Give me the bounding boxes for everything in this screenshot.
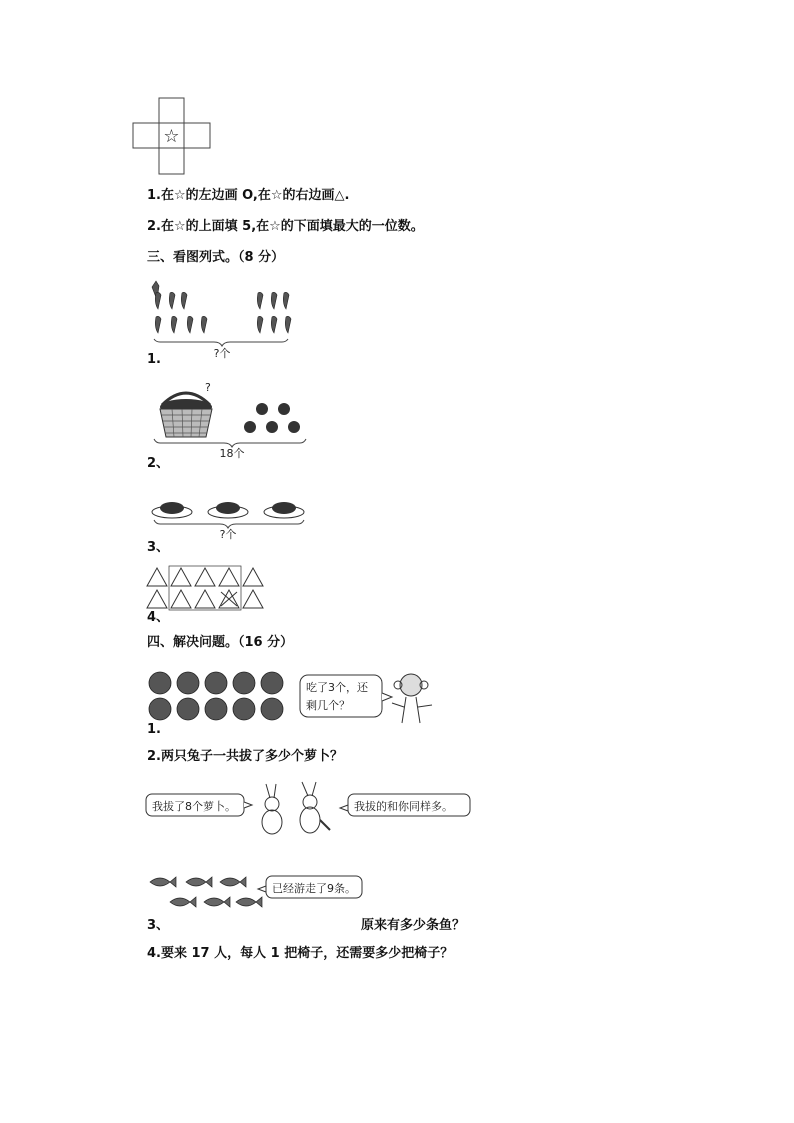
rabbits-figure [144,780,474,838]
rabbit-left-bubble: 我拔了8个萝卜。 [152,800,236,813]
part2-question-2: 2.在☆的上面填 5,在☆的下面填最大的一位数。 [147,219,424,234]
section4-question-3: 原来有多少条鱼？ [361,918,466,933]
section3-title: 三、看图列式。（8 分） [147,250,285,265]
fish-bubble: 已经游走了9条。 [272,882,356,895]
rabbit-right-bubble: 我拔的和你同样多。 [354,800,453,813]
monkey-bubble-line1: 吃了3个，还 [306,681,368,694]
fish-figure [146,872,366,914]
carrots-figure [152,287,292,359]
section3-item3-number: 3、 [147,540,170,555]
section4-item1-number: 1. [147,722,161,737]
star-icon: ☆ [163,126,180,147]
section4-question-2: 2.两只兔子一共拔了多少个萝卜？ [147,749,343,764]
section3-item2-number: 2、 [147,456,170,471]
rabbit-right-icon [300,782,330,833]
monkey-icon [392,674,432,723]
triangles-figure [145,566,265,612]
section3-item4-number: 4、 [147,610,170,625]
cross-net-figure [133,98,213,176]
carrots-caption: ?个 [213,347,231,360]
apples-monkey-figure [146,667,446,729]
monkey-bubble-line2: 剩几个？ [306,699,350,712]
part2-question-1: 1.在☆的左边画 O,在☆的右边画△. [147,188,350,203]
basket-caption: 18个 [219,447,245,460]
section3-item1-number: 1. [147,352,161,367]
section4-item3-number: 3、 [147,918,170,933]
plates-caption: ?个 [219,528,237,541]
rabbit-left-icon [262,784,282,834]
basket-question-mark: ? [205,381,211,394]
section4-title: 四、解决问题。（16 分） [147,635,294,650]
section4-question-4: 4.要来 17 人，每人 1 把椅子，还需要多少把椅子？ [147,946,454,961]
plates-figure [150,494,310,542]
basket-apples-figure [150,383,310,459]
